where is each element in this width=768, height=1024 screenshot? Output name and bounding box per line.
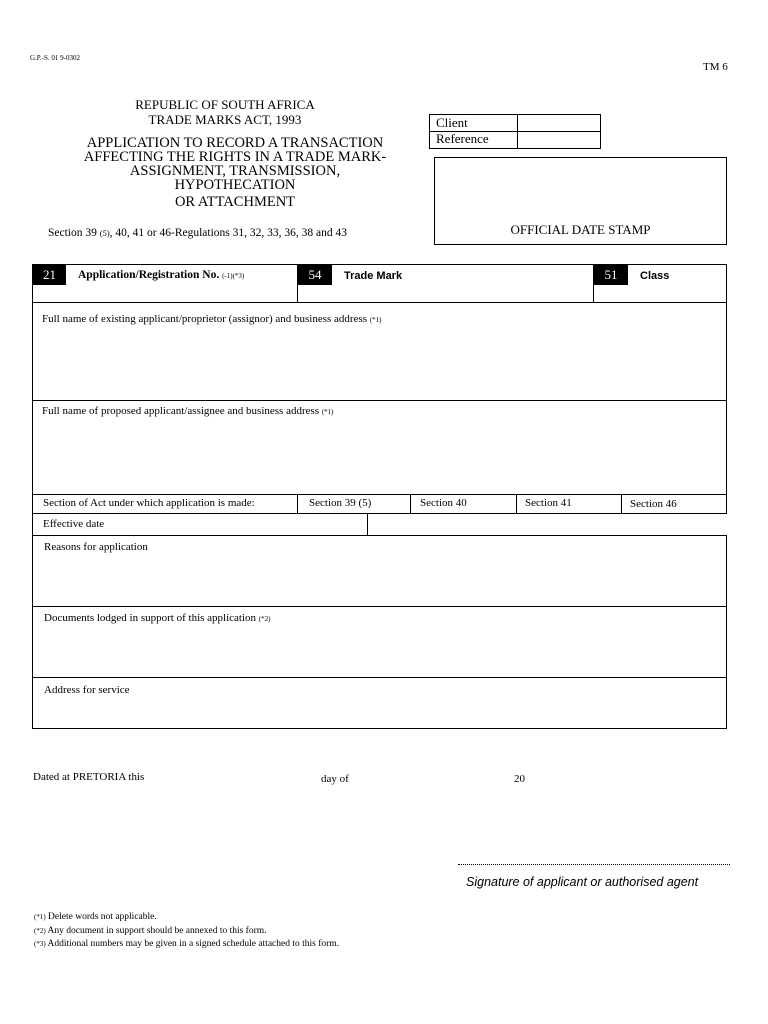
application-number-field[interactable]: [67, 285, 296, 301]
trade-mark-field[interactable]: [298, 285, 592, 301]
application-number-label: [78, 269, 244, 281]
dated-at-label: Dated at PRETORIA this: [33, 771, 145, 783]
section-of-act-label: Section of Act under which application is made:: [43, 497, 255, 509]
title-line: APPLICATION TO RECORD A TRANSACTION: [86, 135, 384, 151]
proposed-applicant-note: (*1): [321, 408, 334, 416]
field-54-number: 54: [298, 265, 332, 285]
class-label: Class: [640, 270, 670, 282]
divider: [517, 115, 518, 148]
field-21-number: 21: [33, 265, 66, 285]
footnote: [34, 911, 339, 925]
client-reference-box: [429, 114, 601, 149]
footnote: [34, 938, 339, 952]
field-51-number: 51: [594, 265, 628, 285]
client-field[interactable]: [519, 115, 600, 131]
existing-applicant-note: (*1): [369, 316, 382, 324]
documents-label-text: Documents lodged in support of this application: [44, 612, 257, 624]
documents-label: [44, 612, 270, 624]
documents-note: (*2): [258, 615, 271, 623]
reasons-section[interactable]: [32, 535, 727, 607]
signature-line[interactable]: [458, 864, 730, 865]
title-line: HYPOTHECATION: [174, 177, 296, 193]
section-ref-post: , 40, 41 or 46-Regulations 31, 32, 33, 36, 38 and 43: [109, 227, 347, 239]
divider: [410, 495, 411, 513]
reference-label: Reference: [436, 131, 489, 146]
effective-date-label: Effective date: [43, 518, 105, 530]
application-number-label-text: Application/Registration No.: [78, 269, 220, 281]
reference-field[interactable]: [519, 132, 600, 148]
proposed-applicant-label-text: Full name of proposed applicant/assignee and business address: [42, 405, 320, 417]
identification-row: [32, 264, 727, 303]
official-date-stamp-label: OFFICIAL DATE STAMP: [510, 222, 651, 237]
proposed-applicant-label: [42, 405, 334, 417]
existing-applicant-section[interactable]: [32, 302, 727, 401]
reasons-label: Reasons for application: [44, 541, 148, 553]
client-label: Client: [436, 115, 468, 130]
footnote-text: Additional numbers may be given in a signed schedule attached to this form.: [47, 939, 340, 949]
section-41-option[interactable]: Section 41: [525, 497, 572, 509]
section-ref-pre: Section 39: [48, 227, 100, 239]
address-for-service-section[interactable]: [32, 677, 727, 729]
day-of-label: day of: [321, 773, 349, 785]
section-39-5-option[interactable]: Section 39 (5): [309, 497, 372, 509]
year-label: 20: [514, 773, 525, 785]
trade-mark-label: Trade Mark: [344, 270, 403, 282]
official-date-stamp-box: [434, 157, 727, 245]
section-46-option[interactable]: Section 46: [630, 498, 677, 510]
divider: [297, 495, 298, 513]
section-of-act-row: [32, 494, 727, 514]
footnote-mark: (*2): [34, 926, 46, 935]
title-line: OR ATTACHMENT: [174, 194, 296, 210]
section-ref-sub: (5): [99, 228, 110, 238]
existing-applicant-label: [42, 313, 381, 325]
footnote-text: Any document in support should be annexed to this form.: [47, 925, 267, 936]
proposed-applicant-section[interactable]: [32, 400, 727, 495]
section-reference: [48, 227, 347, 239]
effective-date-field[interactable]: [32, 513, 368, 536]
application-number-note: (-1)(*3): [222, 272, 245, 280]
existing-applicant-label-text: Full name of existing applicant/proprietor (assignor) and business address: [42, 313, 368, 325]
form-heading: [40, 97, 410, 127]
class-field[interactable]: [594, 285, 726, 301]
republic-title: REPUBLIC OF SOUTH AFRICA: [135, 97, 315, 112]
section-40-option[interactable]: Section 40: [420, 497, 467, 509]
address-for-service-label: Address for service: [44, 684, 130, 696]
footnotes: [34, 911, 339, 952]
footnote: [34, 925, 339, 939]
signature-label: Signature of applicant or authorised agent: [466, 875, 699, 889]
title-line: ASSIGNMENT, TRANSMISSION,: [129, 163, 341, 179]
footnote-text: Delete words not applicable.: [48, 912, 157, 922]
divider: [621, 495, 622, 513]
gp-code: G.P.-S. 01 9-0302: [30, 54, 80, 62]
title-line: AFFECTING THE RIGHTS IN A TRADE MARK-: [83, 149, 387, 165]
footnote-mark: (*3): [34, 940, 46, 948]
application-title: [40, 136, 430, 209]
form-number: TM 6: [703, 61, 728, 73]
divider: [516, 495, 517, 513]
footnote-mark: (*1): [34, 913, 46, 921]
documents-section[interactable]: [32, 606, 727, 678]
act-title: TRADE MARKS ACT, 1993: [148, 112, 302, 127]
